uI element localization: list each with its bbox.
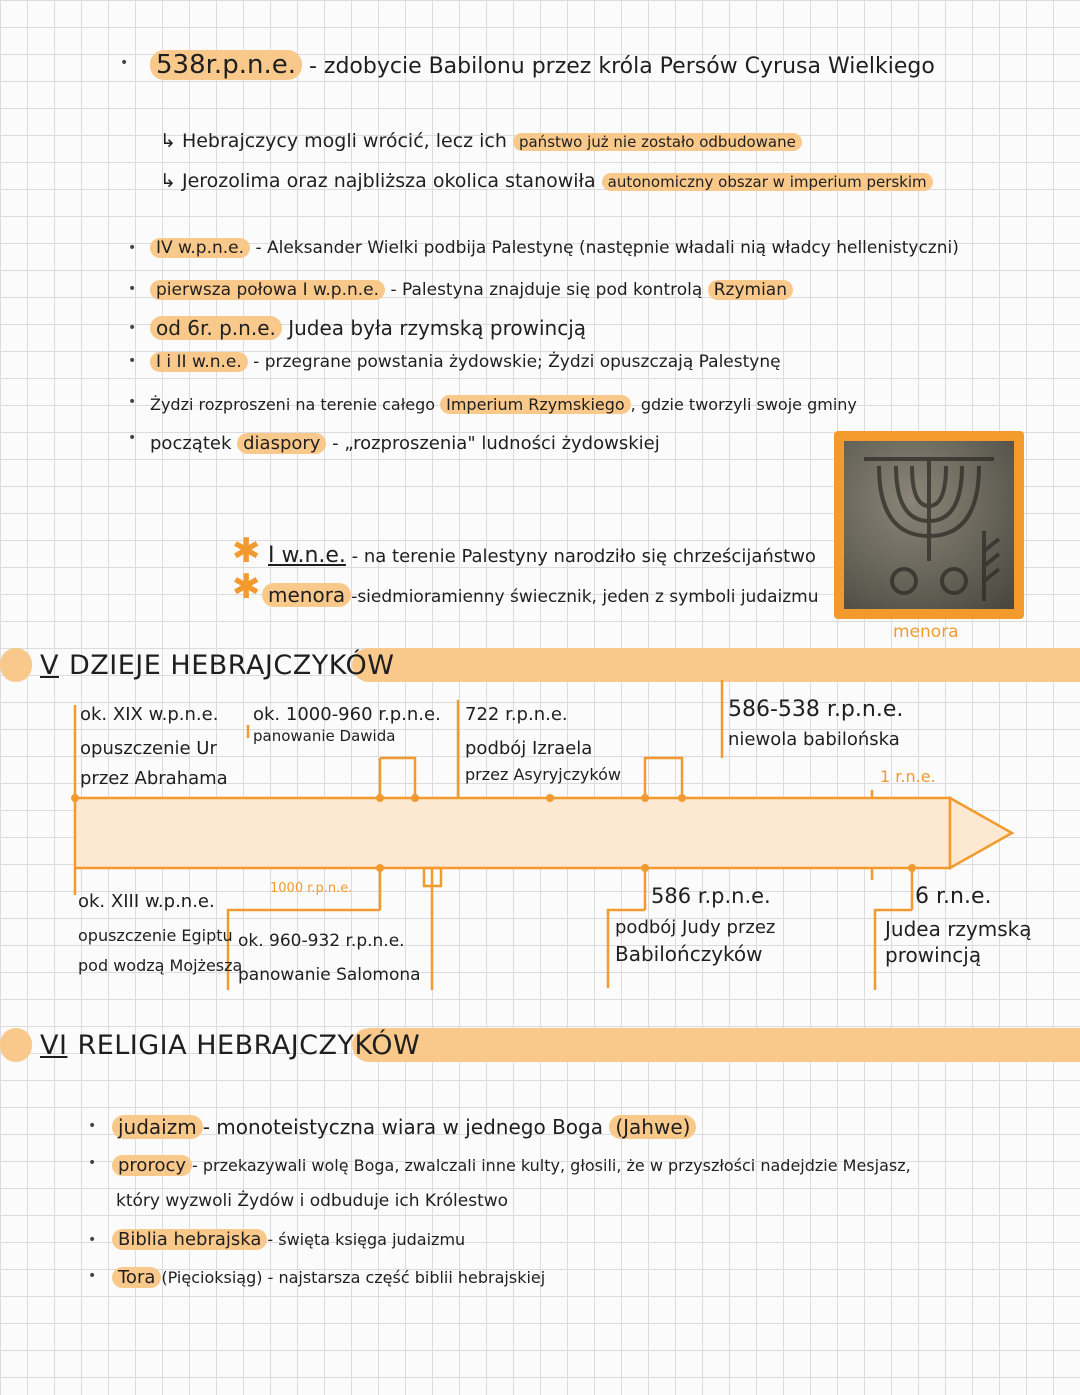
bullet: • — [128, 353, 137, 369]
event-date: 6 r.n.e. — [915, 884, 992, 909]
note-line — [150, 352, 781, 372]
section-band — [0, 1028, 32, 1062]
note-highlight: Rzymian — [708, 280, 793, 300]
note-line — [150, 280, 793, 300]
star-icon: ✱ — [232, 567, 261, 607]
note-text: - przekazywali wolę Boga, zwalczali inne kulty, głosili, że w przyszłości nadejdzie Mesjasz, — [192, 1156, 911, 1175]
event-date: 586-538 r.p.n.e. — [728, 697, 904, 722]
event-text: prowincją — [885, 943, 982, 967]
note-highlight: Tora — [112, 1267, 161, 1288]
note-line — [150, 50, 935, 80]
timeline-event — [885, 884, 1031, 968]
note-line — [112, 1115, 696, 1139]
note-line — [112, 1155, 911, 1176]
note-text: Judea była rzymską prowincją — [288, 316, 587, 340]
timeline-event — [80, 702, 228, 792]
note-highlight: autonomiczny obszar w imperium perskim — [602, 173, 933, 191]
note-text: ↳ Hebrajczycy mogli wrócić, lecz ich — [160, 130, 507, 152]
note-text: - Palestyna znajduje się pod kontrolą — [390, 280, 703, 300]
star-icon: ✱ — [232, 531, 261, 571]
section-band — [0, 648, 32, 682]
section-title — [40, 650, 394, 681]
event-text: panowanie Dawida — [253, 727, 396, 745]
note-text: - przegrane powstania żydowskie; Żydzi opuszczają Palestynę — [253, 352, 781, 372]
bullet: • — [88, 1232, 97, 1248]
event-text: Judea rzymską — [885, 917, 1032, 941]
bullet: • — [88, 1155, 97, 1171]
event-text: przez Asyryjczyków — [465, 765, 621, 784]
bullet: • — [128, 430, 137, 446]
note-line — [150, 433, 660, 454]
note-line — [262, 583, 819, 607]
note-text: (Pięcioksiąg) - najstarsza część biblii hebrajskiej — [161, 1268, 546, 1287]
bullet: • — [128, 320, 137, 336]
note-line — [150, 395, 857, 414]
note-line — [268, 543, 816, 568]
timeline-event — [253, 702, 441, 744]
menorah-icon — [844, 441, 1014, 609]
event-date: ok. XIX w.p.n.e. — [80, 704, 219, 725]
photo-caption: menora — [893, 622, 959, 642]
date-highlight: IV w.p.n.e. — [150, 238, 250, 258]
note-highlight: judaizm — [112, 1115, 203, 1139]
note-highlight: diaspory — [237, 433, 326, 454]
event-text: opuszczenie Ur — [80, 738, 217, 759]
bullet: • — [88, 1268, 97, 1284]
note-text: - „rozproszenia" ludności żydowskiej — [332, 433, 660, 454]
menora-photo — [834, 431, 1024, 619]
event-date: ok. XIII w.p.n.e. — [78, 891, 215, 912]
note-highlight: menora — [262, 583, 351, 607]
section-band — [352, 648, 1080, 682]
note-text: - monoteistyczna wiara w jednego Boga — [202, 1115, 603, 1139]
note-text: -siedmioramienny świecznik, jeden z symboli judaizmu — [351, 587, 819, 607]
section-title — [40, 1030, 420, 1061]
event-date: ok. 960-932 r.p.n.e. — [238, 931, 405, 951]
note-highlight: Biblia hebrajska — [112, 1229, 267, 1250]
note-text: - zdobycie Babilonu przez króla Persów Cyrusa Wielkiego — [308, 54, 935, 79]
bullet: • — [88, 1118, 97, 1134]
event-text: Babilończyków — [615, 942, 763, 966]
note-line — [150, 316, 586, 340]
note-text: - na terenie Palestyny narodziło się chrześcijaństwo — [351, 546, 816, 567]
section-title-text: RELIGIA HEBRAJCZYKÓW — [77, 1030, 421, 1061]
timeline-event — [78, 889, 242, 979]
note-line — [160, 170, 933, 192]
event-text: przez Abrahama — [80, 768, 228, 789]
bullet: • — [128, 281, 137, 297]
note-line — [116, 1191, 508, 1211]
event-text: pod wodzą Mojżesza — [78, 956, 243, 975]
event-date: 722 r.p.n.e. — [465, 704, 568, 725]
event-date: ok. 1000-960 r.p.n.e. — [253, 704, 441, 725]
section-number: VI — [40, 1030, 68, 1061]
note-line — [160, 130, 802, 152]
note-line — [150, 238, 959, 258]
section-band — [352, 1028, 1080, 1062]
note-line — [112, 1229, 465, 1250]
event-text: niewola babilońska — [728, 729, 900, 750]
date-highlight: I i II w.n.e. — [150, 352, 248, 372]
note-text: Żydzi rozproszeni na terenie całego — [150, 395, 436, 414]
date-highlight: od 6r. p.n.e. — [150, 316, 282, 340]
note-highlight: Imperium Rzymskiego — [440, 395, 631, 414]
bullet: • — [128, 240, 137, 256]
section-title-text: DZIEJE HEBRAJCZYKÓW — [68, 650, 395, 681]
event-text: podbój Judy przez — [615, 917, 776, 938]
note-highlight: państwo już nie zostało odbudowane — [513, 133, 802, 151]
note-text: który wyzwoli Żydów i odbuduje ich Królestwo — [116, 1191, 509, 1211]
menora-image — [844, 441, 1014, 609]
note-highlight: prorocy — [112, 1155, 192, 1176]
section-number: V — [40, 650, 59, 681]
timeline-event — [728, 697, 903, 753]
note-line — [112, 1267, 545, 1288]
date-highlight: pierwsza połowa I w.p.n.e. — [150, 280, 385, 300]
note-text: początek — [150, 433, 232, 454]
event-text: podbój Izraela — [465, 738, 593, 759]
note-text: - Aleksander Wielki podbija Palestynę (następnie władali nią władcy hellenistyczni) — [255, 238, 959, 258]
timeline-event-date: 1 r.n.e. — [880, 767, 936, 786]
timeline-event — [615, 883, 775, 967]
note-text: , gdzie tworzyli swoje gminy — [630, 395, 857, 414]
event-text: opuszczenie Egiptu — [78, 926, 233, 945]
event-text: panowanie Salomona — [238, 965, 421, 985]
bullet: • — [120, 55, 129, 71]
bullet: • — [128, 394, 137, 410]
timeline-event — [238, 928, 421, 988]
date-highlight: I w.n.e. — [268, 543, 346, 568]
timeline-event — [465, 702, 621, 788]
note-text: ↳ Jerozolima oraz najbliższa okolica stanowiła — [160, 170, 596, 192]
date-highlight: 538r.p.n.e. — [150, 50, 302, 80]
note-highlight: (Jahwe) — [609, 1115, 696, 1139]
event-date: 586 r.p.n.e. — [651, 884, 771, 908]
note-text: - święta księga judaizmu — [267, 1230, 466, 1249]
timeline-event-date: 1000 r.p.n.e. — [270, 881, 353, 896]
